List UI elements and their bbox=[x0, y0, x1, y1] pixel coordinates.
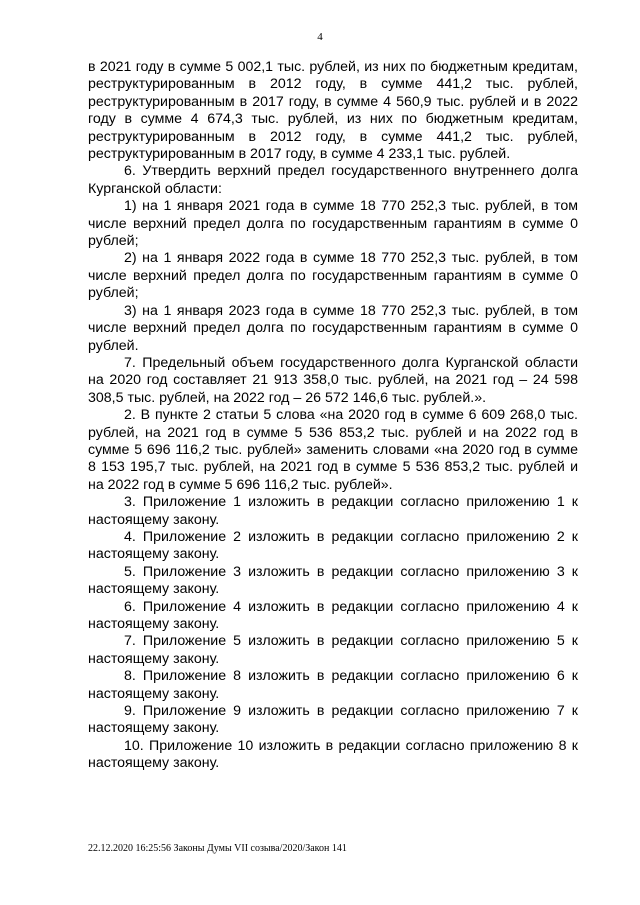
paragraph: 10. Приложение 10 изложить в редакции согласно приложению 8 к настоящему закону. bbox=[88, 737, 578, 772]
page-number: 4 bbox=[317, 31, 323, 43]
paragraph: 6. Приложение 4 изложить в редакции согласно приложению 4 к настоящему закону. bbox=[88, 598, 578, 632]
paragraph: 5. Приложение 3 изложить в редакции согласно приложению 3 к настоящему закону. bbox=[88, 563, 578, 598]
document-footer: 22.12.2020 16:25:56 Законы Думы VII созыва/2020/Закон 141 bbox=[88, 843, 347, 854]
paragraph: 2. В пункте 2 статьи 5 слова «на 2020 год в сумме 6 609 268,0 тыс. рублей, на 2021 год в сумме 5 536 853,2 тыс. рублей и на 2022 год в сумме 5 696 116,2 тыс. рублей» заменить словами «на 2020 год в сумме 8 153 195,7 тыс. рублей, на 2021 год в сумме 5 536 853,2 тыс. рублей и на 2022 год в сумме 5 696 116,2 тыс. рублей». bbox=[88, 407, 578, 493]
paragraph: в 2021 году в сумме 5 002,1 тыс. рублей, из них по бюджетным кредитам, реструктурированным в 2012 году, в сумме 441,2 тыс. рублей, реструктурированным в 2017 году, в сумме 4 560,9 тыс. рублей и в 2022 году в сумме 4 674,3 тыс. рублей, из них по бюджетным кредитам, реструктурированным в 2012 году, в сумме 441,2 тыс. рублей, реструктурированным в 2017 году, в сумме 4 233,1 тыс. рублей. bbox=[88, 59, 578, 163]
paragraph: 3) на 1 января 2023 года в сумме 18 770 252,3 тыс. рублей, в том числе верхний предел долга по государственным гарантиям в сумме 0 рублей. bbox=[88, 302, 578, 354]
paragraph: 7. Предельный объем государственного долга Курганской области на 2020 год составляет 21 913 358,0 тыс. рублей, на 2021 год – 24 598 308,5 тыс. рублей, на 2022 год – 26 572 146,6 тыс. рублей.». bbox=[88, 354, 578, 406]
document-body bbox=[88, 59, 578, 773]
paragraph: 9. Приложение 9 изложить в редакции согласно приложению 7 к настоящему закону. bbox=[88, 703, 578, 737]
paragraph: 2) на 1 января 2022 года в сумме 18 770 252,3 тыс. рублей, в том числе верхний предел долга по государственным гарантиям в сумме 0 рублей; bbox=[88, 250, 578, 302]
paragraph: 3. Приложение 1 изложить в редакции согласно приложению 1 к настоящему закону. bbox=[88, 494, 578, 528]
paragraph: 8. Приложение 8 изложить в редакции согласно приложению 6 к настоящему закону. bbox=[88, 668, 578, 702]
paragraph: 6. Утвердить верхний предел государственного внутреннего долга Курганской области: bbox=[88, 163, 578, 197]
paragraph: 7. Приложение 5 изложить в редакции согласно приложению 5 к настоящему закону. bbox=[88, 633, 578, 667]
paragraph: 4. Приложение 2 изложить в редакции согласно приложению 2 к настоящему закону. bbox=[88, 528, 578, 563]
paragraph: 1) на 1 января 2021 года в сумме 18 770 252,3 тыс. рублей, в том числе верхний предел долга по государственным гарантиям в сумме 0 рублей; bbox=[88, 198, 578, 250]
